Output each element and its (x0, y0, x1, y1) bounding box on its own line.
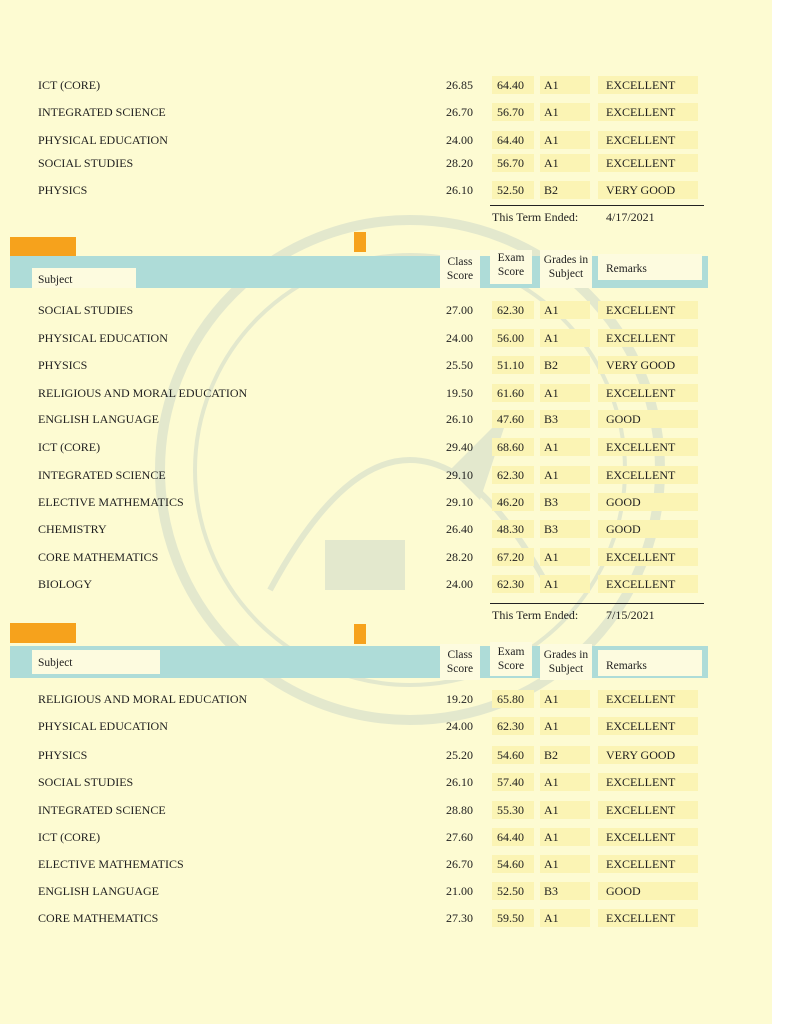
grade-cell: A1 (544, 440, 559, 454)
table-row (0, 880, 791, 904)
subject-cell: SOCIAL STUDIES (38, 156, 134, 170)
remark-cell: EXCELLENT (606, 577, 676, 591)
term-ended-row-1 (490, 205, 704, 228)
exam-score-cell: 56.00 (497, 331, 524, 345)
class-score-cell: 29.40 (446, 440, 473, 454)
header-remarks: Remarks (606, 660, 647, 672)
term-ended-label: This Term Ended: (492, 608, 579, 622)
remark-cell: EXCELLENT (606, 911, 676, 925)
subject-cell: ICT (CORE) (38, 440, 101, 454)
exam-score-cell: 64.40 (497, 133, 524, 147)
class-score-cell: 21.00 (446, 884, 473, 898)
subject-cell: CORE MATHEMATICS (38, 911, 159, 925)
grade-cell: B3 (544, 522, 559, 536)
grade-cell: A1 (544, 911, 559, 925)
exam-score-cell: 62.30 (497, 577, 524, 591)
class-score-cell: 29.10 (446, 495, 473, 509)
exam-score-cell: 64.40 (497, 78, 524, 92)
header-class-score: Class Score (446, 649, 474, 675)
remark-cell: VERY GOOD (606, 358, 676, 372)
table-row (0, 382, 791, 406)
table-row (0, 715, 791, 739)
class-score-cell: 27.00 (446, 303, 473, 317)
exam-score-cell: 67.20 (497, 550, 524, 564)
remark-cell: EXCELLENT (606, 386, 676, 400)
header-exam-score: Exam Score (497, 252, 525, 278)
table-row (0, 491, 791, 515)
table-row (0, 464, 791, 488)
remark-cell: EXCELLENT (606, 550, 676, 564)
table-row (0, 799, 791, 823)
table-row (0, 853, 791, 877)
grade-cell: A1 (544, 156, 559, 170)
grade-cell: A1 (544, 857, 559, 871)
grade-cell: A1 (544, 331, 559, 345)
table-row (0, 327, 791, 351)
table-row (0, 299, 791, 323)
subject-cell: PHYSICS (38, 183, 88, 197)
table-row (0, 573, 791, 597)
exam-score-cell: 52.50 (497, 884, 524, 898)
header-subject: Subject (38, 657, 73, 669)
remark-cell: EXCELLENT (606, 692, 676, 706)
term-ended-row-2 (490, 603, 704, 626)
exam-score-cell: 62.30 (497, 719, 524, 733)
grade-cell: B3 (544, 412, 559, 426)
remark-cell: EXCELLENT (606, 857, 676, 871)
table-row (0, 688, 791, 712)
exam-score-cell: 46.20 (497, 495, 524, 509)
class-score-cell: 26.10 (446, 775, 473, 789)
subject-cell: PHYSICAL EDUCATION (38, 331, 168, 345)
subject-cell: PHYSICS (38, 748, 88, 762)
grade-cell: A1 (544, 468, 559, 482)
remark-cell: EXCELLENT (606, 78, 676, 92)
subject-cell: ENGLISH LANGUAGE (38, 412, 159, 426)
exam-score-cell: 62.30 (497, 303, 524, 317)
class-score-cell: 26.40 (446, 522, 473, 536)
subject-cell: PHYSICAL EDUCATION (38, 133, 168, 147)
subject-cell: INTEGRATED SCIENCE (38, 803, 166, 817)
remark-cell: EXCELLENT (606, 468, 676, 482)
remark-cell: VERY GOOD (606, 748, 676, 762)
exam-score-cell: 48.30 (497, 522, 524, 536)
class-score-cell: 29.10 (446, 468, 473, 482)
table-row (0, 129, 791, 153)
subject-cell: RELIGIOUS AND MORAL EDUCATION (38, 692, 248, 706)
subject-cell: RELIGIOUS AND MORAL EDUCATION (38, 386, 248, 400)
table-row (0, 408, 791, 432)
grade-cell: A1 (544, 105, 559, 119)
class-score-cell: 25.50 (446, 358, 473, 372)
subject-cell: SOCIAL STUDIES (38, 303, 134, 317)
remark-cell: EXCELLENT (606, 830, 676, 844)
table-row (0, 771, 791, 795)
exam-score-cell: 65.80 (497, 692, 524, 706)
exam-score-cell: 56.70 (497, 156, 524, 170)
exam-score-cell: 54.60 (497, 857, 524, 871)
exam-score-cell: 51.10 (497, 358, 524, 372)
grade-cell: B2 (544, 748, 559, 762)
remark-cell: EXCELLENT (606, 803, 676, 817)
header-grades: Grades in Subject (543, 649, 589, 675)
subject-cell: PHYSICS (38, 358, 88, 372)
class-score-cell: 24.00 (446, 133, 473, 147)
exam-score-cell: 55.30 (497, 803, 524, 817)
table-row (0, 826, 791, 850)
subject-cell: INTEGRATED SCIENCE (38, 468, 166, 482)
remark-cell: GOOD (606, 884, 641, 898)
remark-cell: EXCELLENT (606, 331, 676, 345)
grade-cell: A1 (544, 550, 559, 564)
remark-cell: EXCELLENT (606, 719, 676, 733)
grade-cell: A1 (544, 830, 559, 844)
table-row (0, 74, 791, 98)
exam-score-cell: 59.50 (497, 911, 524, 925)
header-subject: Subject (38, 274, 73, 286)
subject-cell: SOCIAL STUDIES (38, 775, 134, 789)
subject-cell: ICT (CORE) (38, 78, 101, 92)
header-grades: Grades in Subject (543, 254, 589, 280)
exam-score-cell: 64.40 (497, 830, 524, 844)
grade-cell: A1 (544, 78, 559, 92)
table-row (0, 907, 791, 931)
class-score-cell: 28.80 (446, 803, 473, 817)
subject-cell: ENGLISH LANGUAGE (38, 884, 159, 898)
class-score-cell: 28.20 (446, 156, 473, 170)
exam-score-cell: 54.60 (497, 748, 524, 762)
remark-cell: EXCELLENT (606, 303, 676, 317)
class-score-cell: 24.00 (446, 577, 473, 591)
class-score-cell: 27.60 (446, 830, 473, 844)
table-row (0, 436, 791, 460)
exam-score-cell: 57.40 (497, 775, 524, 789)
grade-cell: A1 (544, 577, 559, 591)
remark-cell: GOOD (606, 412, 641, 426)
exam-score-cell: 47.60 (497, 412, 524, 426)
grade-cell: A1 (544, 133, 559, 147)
class-score-cell: 25.20 (446, 748, 473, 762)
exam-score-cell: 62.30 (497, 468, 524, 482)
table-row (0, 152, 791, 176)
table-row (0, 179, 791, 203)
class-score-cell: 24.00 (446, 331, 473, 345)
header-class-score: Class Score (446, 256, 474, 282)
grade-cell: B3 (544, 884, 559, 898)
grade-cell: A1 (544, 775, 559, 789)
class-score-cell: 28.20 (446, 550, 473, 564)
remark-cell: EXCELLENT (606, 156, 676, 170)
subject-cell: ICT (CORE) (38, 830, 101, 844)
subject-cell: ELECTIVE MATHEMATICS (38, 495, 184, 509)
subject-cell: BIOLOGY (38, 577, 92, 591)
subject-cell: CORE MATHEMATICS (38, 550, 159, 564)
table-row (0, 354, 791, 378)
subject-cell: CHEMISTRY (38, 522, 107, 536)
grade-cell: A1 (544, 386, 559, 400)
remark-cell: EXCELLENT (606, 105, 676, 119)
class-score-cell: 27.30 (446, 911, 473, 925)
remark-cell: EXCELLENT (606, 775, 676, 789)
subject-cell: ELECTIVE MATHEMATICS (38, 857, 184, 871)
exam-score-cell: 61.60 (497, 386, 524, 400)
grade-cell: A1 (544, 719, 559, 733)
grade-cell: B2 (544, 183, 559, 197)
grade-cell: A1 (544, 692, 559, 706)
class-score-cell: 26.85 (446, 78, 473, 92)
table-header-3 (10, 636, 708, 684)
header-exam-score: Exam Score (497, 646, 525, 672)
class-score-cell: 26.70 (446, 105, 473, 119)
grade-cell: A1 (544, 803, 559, 817)
grade-cell: A1 (544, 303, 559, 317)
table-row (0, 546, 791, 570)
grade-cell: B3 (544, 495, 559, 509)
term-ended-date: 7/15/2021 (606, 608, 655, 622)
subject-cell: PHYSICAL EDUCATION (38, 719, 168, 733)
exam-score-cell: 56.70 (497, 105, 524, 119)
class-score-cell: 26.10 (446, 183, 473, 197)
table-row (0, 518, 791, 542)
exam-score-cell: 68.60 (497, 440, 524, 454)
table-row (0, 744, 791, 768)
term-ended-label: This Term Ended: (492, 210, 579, 224)
class-score-cell: 26.70 (446, 857, 473, 871)
subject-cell: INTEGRATED SCIENCE (38, 105, 166, 119)
remark-cell: EXCELLENT (606, 133, 676, 147)
class-score-cell: 24.00 (446, 719, 473, 733)
remark-cell: VERY GOOD (606, 183, 676, 197)
class-score-cell: 26.10 (446, 412, 473, 426)
class-score-cell: 19.50 (446, 386, 473, 400)
header-remarks: Remarks (606, 263, 647, 275)
term-ended-date: 4/17/2021 (606, 210, 655, 224)
remark-cell: GOOD (606, 495, 641, 509)
remark-cell: GOOD (606, 522, 641, 536)
exam-score-cell: 52.50 (497, 183, 524, 197)
table-row (0, 101, 791, 125)
grade-cell: B2 (544, 358, 559, 372)
remark-cell: EXCELLENT (606, 440, 676, 454)
table-header-2 (10, 246, 708, 294)
class-score-cell: 19.20 (446, 692, 473, 706)
